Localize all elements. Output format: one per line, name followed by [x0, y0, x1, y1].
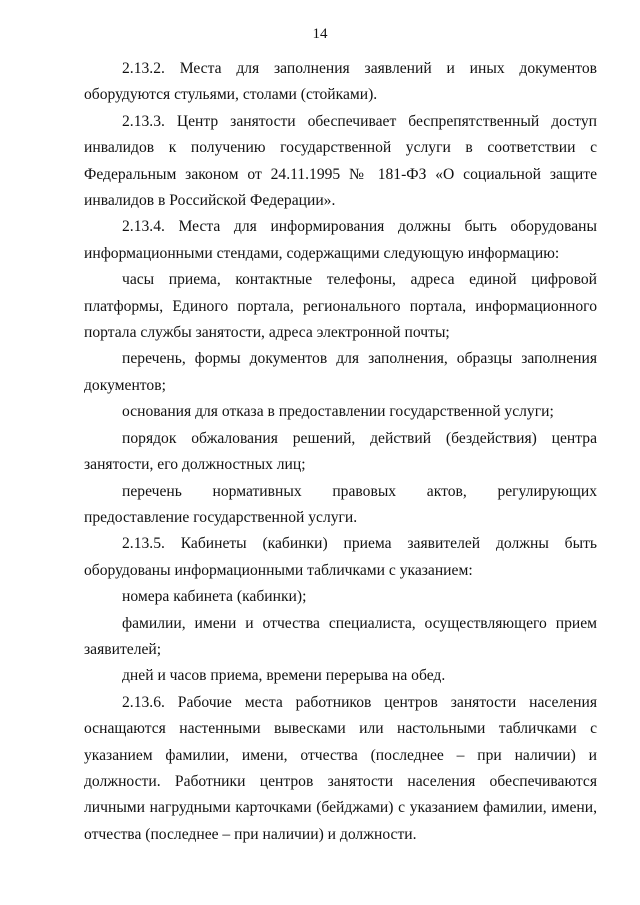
- paragraph-2-13-3: 2.13.3. Центр занятости обеспечивает беспрепятственный доступ инвалидов к получению государственной услуги в соответствии с Федеральным законом от 24.11.1995 № 181-ФЗ «О социальной защите инвалидов в Российской Федерации».: [84, 112, 597, 210]
- list-item-cabinet-number: номера кабинета (кабинки);: [122, 588, 307, 606]
- paragraph-2-13-4: 2.13.4. Места для информирования должны быть оборудованы информационными стендами, содержащими следующую информацию:: [84, 218, 597, 262]
- list-item-appeal-procedure: порядок обжалования решений, действий (бездействия) центра занятости, его должностных лиц;: [84, 429, 597, 474]
- list-item-document-forms: перечень, формы документов для заполнения, образцы заполнения документов;: [84, 350, 597, 394]
- list-item-reception-hours: дней и часов приема, времени перерыва на обед.: [122, 667, 446, 685]
- paragraph-2-13-6: 2.13.6. Рабочие места работников центров занятости населения оснащаются настенными вывесками или настольными табличками с указанием фамилии, имени, отчества (последнее – при наличии) и должности. Работники центров занятости населения обеспечиваются личными нагрудными карточками (бейджами) с указанием фамилии, имени, отчества (последнее – при наличии) и должности.: [84, 693, 597, 843]
- list-item-specialist-name: фамилии, имени и отчества специалиста, осуществляющего прием заявителей;: [84, 614, 597, 658]
- list-item-contacts: часы приема, контактные телефоны, адреса единой цифровой платформы, Единого портала, регионального портала, информационного портала службы занятости, адреса электронной почты;: [84, 271, 597, 342]
- list-item-refusal-grounds: основания для отказа в предоставлении государственной услуги;: [122, 403, 554, 421]
- page-number: 14: [312, 26, 328, 42]
- paragraph-2-13-5: 2.13.5. Кабинеты (кабинки) приема заявителей должны быть оборудованы информационными табличками с указанием:: [84, 535, 597, 579]
- paragraph-2-13-2: 2.13.2. Места для заполнения заявлений и иных документов оборудуются стульями, столами (стойками).: [84, 60, 597, 104]
- document-body: [84, 56, 597, 848]
- list-item-legal-acts: перечень нормативных правовых актов, регулирующих предоставление государственной услуги.: [84, 482, 597, 526]
